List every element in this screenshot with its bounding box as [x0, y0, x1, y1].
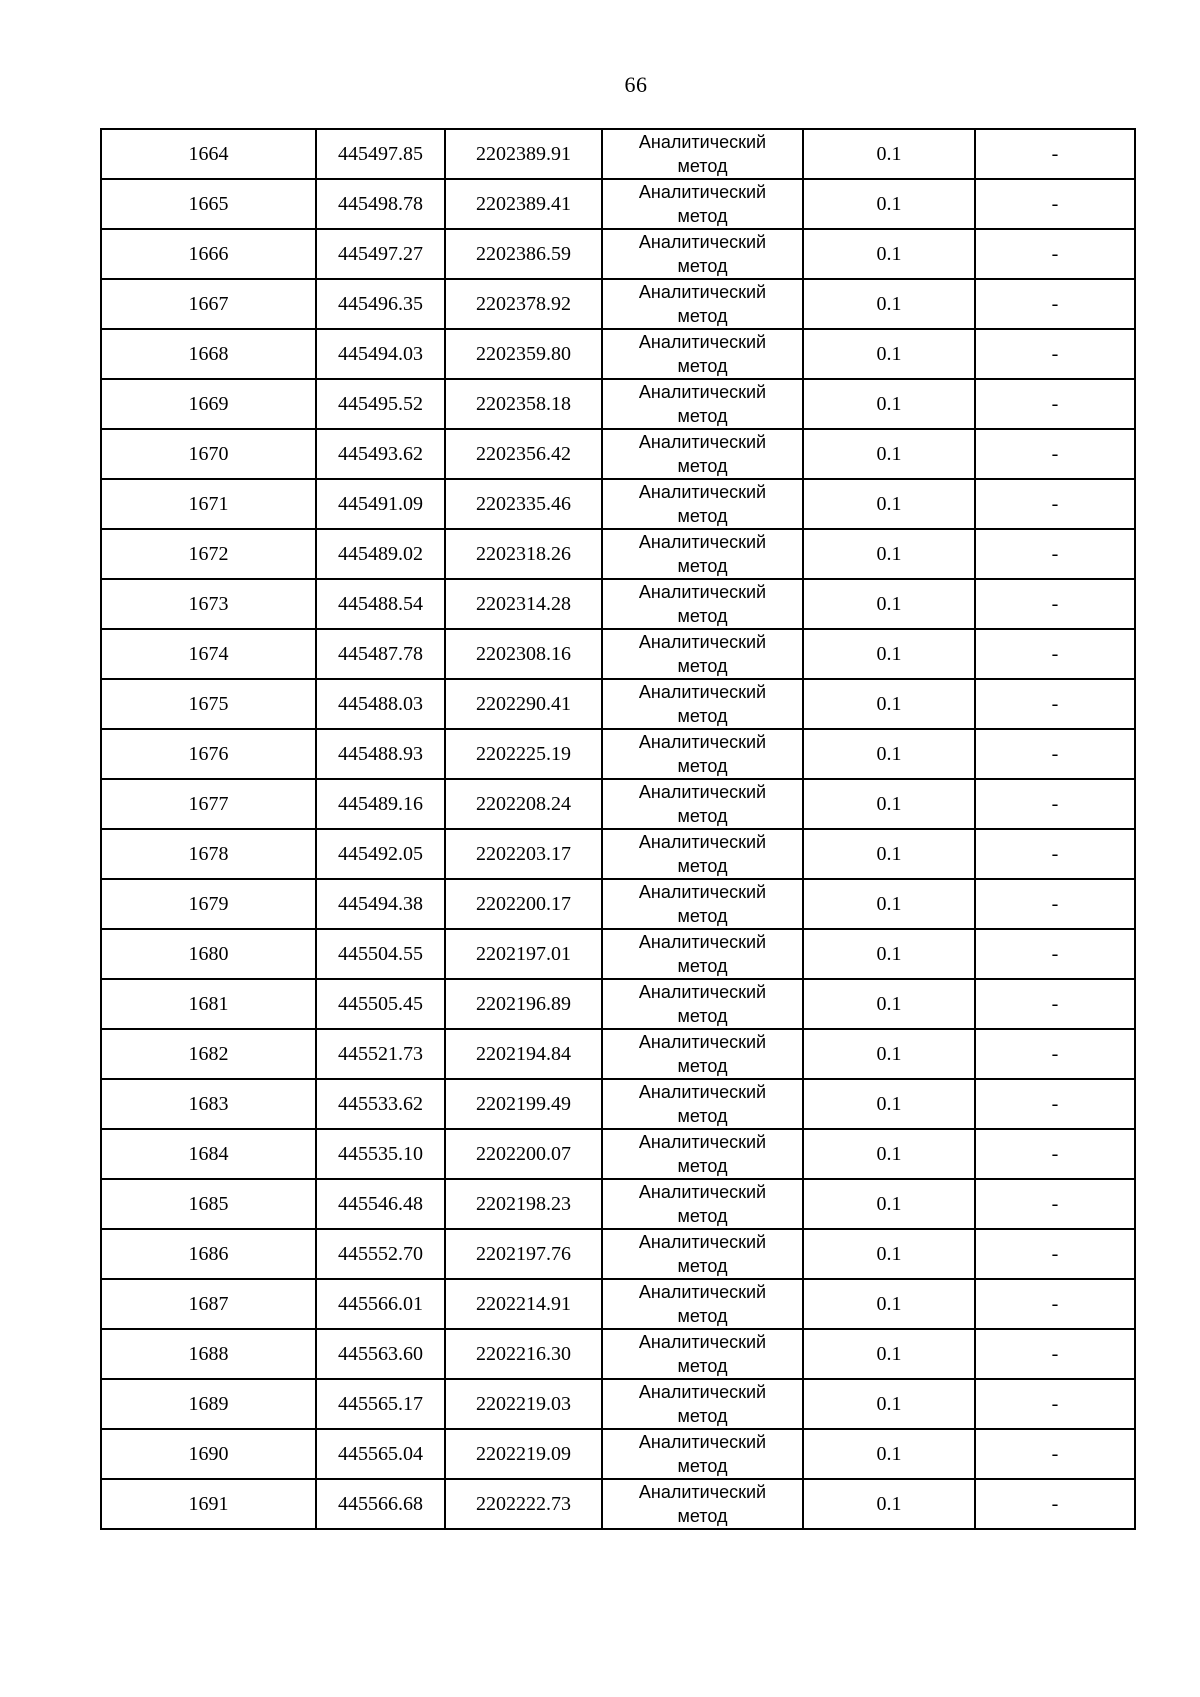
x-coordinate-cell: 445535.10	[316, 1129, 445, 1179]
y-coordinate-cell: 2202199.49	[445, 1079, 602, 1129]
table-row	[101, 1129, 1135, 1179]
table-row	[101, 1429, 1135, 1479]
y-coordinate-cell: 2202219.09	[445, 1429, 602, 1479]
method-line-1: Аналитический	[638, 682, 767, 702]
table-row	[101, 729, 1135, 779]
point-number-cell: 1666	[101, 229, 316, 279]
x-coordinate-cell: 445494.03	[316, 329, 445, 379]
method-line-1: Аналитический	[638, 1182, 767, 1202]
y-coordinate-cell: 2202290.41	[445, 679, 602, 729]
y-coordinate-cell: 2202358.18	[445, 379, 602, 429]
table-row	[101, 879, 1135, 929]
method-line-2: метод	[677, 1156, 728, 1176]
method-line-2: метод	[677, 1406, 728, 1426]
method-line-1: Аналитический	[638, 982, 767, 1002]
x-coordinate-cell: 445552.70	[316, 1229, 445, 1279]
point-number-cell: 1670	[101, 429, 316, 479]
y-coordinate-cell: 2202203.17	[445, 829, 602, 879]
accuracy-cell: 0.1	[803, 479, 975, 529]
method-cell	[602, 379, 803, 429]
point-number-cell: 1672	[101, 529, 316, 579]
method-cell	[602, 179, 803, 229]
description-cell: -	[975, 679, 1135, 729]
method-line-1: Аналитический	[638, 282, 767, 302]
method-line-2: метод	[677, 356, 728, 376]
description-cell: -	[975, 329, 1135, 379]
method-line-2: метод	[677, 756, 728, 776]
description-cell: -	[975, 629, 1135, 679]
method-cell	[602, 279, 803, 329]
y-coordinate-cell: 2202308.16	[445, 629, 602, 679]
point-number-cell: 1668	[101, 329, 316, 379]
accuracy-cell: 0.1	[803, 1179, 975, 1229]
description-cell: -	[975, 1329, 1135, 1379]
table-row	[101, 579, 1135, 629]
method-line-2: метод	[677, 1456, 728, 1476]
table-row	[101, 1179, 1135, 1229]
method-line-2: метод	[677, 856, 728, 876]
method-line-2: метод	[677, 156, 728, 176]
x-coordinate-cell: 445495.52	[316, 379, 445, 429]
point-number-cell: 1687	[101, 1279, 316, 1329]
description-cell: -	[975, 529, 1135, 579]
method-line-2: метод	[677, 956, 728, 976]
method-line-2: метод	[677, 706, 728, 726]
description-cell: -	[975, 1429, 1135, 1479]
method-line-2: метод	[677, 606, 728, 626]
x-coordinate-cell: 445565.17	[316, 1379, 445, 1429]
y-coordinate-cell: 2202314.28	[445, 579, 602, 629]
table-row	[101, 1379, 1135, 1429]
description-cell: -	[975, 829, 1135, 879]
table-row	[101, 529, 1135, 579]
x-coordinate-cell: 445488.54	[316, 579, 445, 629]
table-row	[101, 1329, 1135, 1379]
method-cell	[602, 779, 803, 829]
method-line-1: Аналитический	[638, 132, 767, 152]
x-coordinate-cell: 445546.48	[316, 1179, 445, 1229]
method-line-1: Аналитический	[638, 482, 767, 502]
point-number-cell: 1683	[101, 1079, 316, 1129]
method-cell	[602, 1229, 803, 1279]
description-cell: -	[975, 1129, 1135, 1179]
method-line-2: метод	[677, 1106, 728, 1126]
method-line-2: метод	[677, 806, 728, 826]
method-cell	[602, 1179, 803, 1229]
accuracy-cell: 0.1	[803, 129, 975, 179]
y-coordinate-cell: 2202378.92	[445, 279, 602, 329]
description-cell: -	[975, 1279, 1135, 1329]
table-row	[101, 329, 1135, 379]
accuracy-cell: 0.1	[803, 1279, 975, 1329]
x-coordinate-cell: 445565.04	[316, 1429, 445, 1479]
accuracy-cell: 0.1	[803, 1229, 975, 1279]
point-number-cell: 1677	[101, 779, 316, 829]
point-number-cell: 1680	[101, 929, 316, 979]
table-row	[101, 379, 1135, 429]
method-line-2: метод	[677, 406, 728, 426]
method-line-1: Аналитический	[638, 782, 767, 802]
y-coordinate-cell: 2202194.84	[445, 1029, 602, 1079]
y-coordinate-cell: 2202222.73	[445, 1479, 602, 1529]
method-line-1: Аналитический	[638, 582, 767, 602]
y-coordinate-cell: 2202389.91	[445, 129, 602, 179]
x-coordinate-cell: 445498.78	[316, 179, 445, 229]
accuracy-cell: 0.1	[803, 679, 975, 729]
y-coordinate-cell: 2202214.91	[445, 1279, 602, 1329]
method-line-2: метод	[677, 306, 728, 326]
accuracy-cell: 0.1	[803, 429, 975, 479]
y-coordinate-cell: 2202389.41	[445, 179, 602, 229]
method-cell	[602, 129, 803, 179]
method-cell	[602, 729, 803, 779]
method-cell	[602, 1279, 803, 1329]
x-coordinate-cell: 445563.60	[316, 1329, 445, 1379]
method-cell	[602, 229, 803, 279]
point-number-cell: 1681	[101, 979, 316, 1029]
table-row	[101, 429, 1135, 479]
method-line-2: метод	[677, 556, 728, 576]
point-number-cell: 1688	[101, 1329, 316, 1379]
method-line-2: метод	[677, 1306, 728, 1326]
x-coordinate-cell: 445491.09	[316, 479, 445, 529]
table-row	[101, 1279, 1135, 1329]
method-line-1: Аналитический	[638, 182, 767, 202]
method-line-1: Аналитический	[638, 882, 767, 902]
point-number-cell: 1682	[101, 1029, 316, 1079]
method-cell	[602, 1029, 803, 1079]
method-line-2: метод	[677, 506, 728, 526]
method-cell	[602, 629, 803, 679]
method-cell	[602, 429, 803, 479]
description-cell: -	[975, 429, 1135, 479]
table-row	[101, 979, 1135, 1029]
method-line-1: Аналитический	[638, 1482, 767, 1502]
x-coordinate-cell: 445496.35	[316, 279, 445, 329]
table-row	[101, 779, 1135, 829]
method-cell	[602, 529, 803, 579]
accuracy-cell: 0.1	[803, 629, 975, 679]
description-cell: -	[975, 1079, 1135, 1129]
accuracy-cell: 0.1	[803, 1429, 975, 1479]
x-coordinate-cell: 445489.16	[316, 779, 445, 829]
y-coordinate-cell: 2202197.01	[445, 929, 602, 979]
method-cell	[602, 1429, 803, 1479]
page-number: 66	[624, 72, 648, 97]
method-line-2: метод	[677, 456, 728, 476]
accuracy-cell: 0.1	[803, 329, 975, 379]
method-cell	[602, 879, 803, 929]
x-coordinate-cell: 445497.27	[316, 229, 445, 279]
point-number-cell: 1689	[101, 1379, 316, 1429]
point-number-cell: 1669	[101, 379, 316, 429]
point-number-cell: 1679	[101, 879, 316, 929]
point-number-cell: 1675	[101, 679, 316, 729]
method-cell	[602, 1379, 803, 1429]
x-coordinate-cell: 445533.62	[316, 1079, 445, 1129]
method-line-1: Аналитический	[638, 1382, 767, 1402]
description-cell: -	[975, 729, 1135, 779]
method-line-1: Аналитический	[638, 1082, 767, 1102]
method-line-1: Аналитический	[638, 1232, 767, 1252]
description-cell: -	[975, 579, 1135, 629]
point-number-cell: 1664	[101, 129, 316, 179]
y-coordinate-cell: 2202208.24	[445, 779, 602, 829]
description-cell: -	[975, 979, 1135, 1029]
x-coordinate-cell: 445489.02	[316, 529, 445, 579]
x-coordinate-cell: 445492.05	[316, 829, 445, 879]
point-number-cell: 1665	[101, 179, 316, 229]
method-line-2: метод	[677, 1506, 728, 1526]
accuracy-cell: 0.1	[803, 1479, 975, 1529]
method-line-1: Аналитический	[638, 632, 767, 652]
method-line-2: метод	[677, 1206, 728, 1226]
method-line-2: метод	[677, 1256, 728, 1276]
accuracy-cell: 0.1	[803, 529, 975, 579]
description-cell: -	[975, 929, 1135, 979]
accuracy-cell: 0.1	[803, 1379, 975, 1429]
x-coordinate-cell: 445494.38	[316, 879, 445, 929]
point-number-cell: 1685	[101, 1179, 316, 1229]
method-line-1: Аналитический	[638, 1432, 767, 1452]
method-line-1: Аналитический	[638, 232, 767, 252]
point-number-cell: 1667	[101, 279, 316, 329]
method-line-1: Аналитический	[638, 532, 767, 552]
point-number-cell: 1676	[101, 729, 316, 779]
y-coordinate-cell: 2202200.07	[445, 1129, 602, 1179]
description-cell: -	[975, 379, 1135, 429]
point-number-cell: 1686	[101, 1229, 316, 1279]
point-number-cell: 1684	[101, 1129, 316, 1179]
x-coordinate-cell: 445493.62	[316, 429, 445, 479]
description-cell: -	[975, 1229, 1135, 1279]
method-line-1: Аналитический	[638, 332, 767, 352]
description-cell: -	[975, 129, 1135, 179]
y-coordinate-cell: 2202200.17	[445, 879, 602, 929]
table-row	[101, 929, 1135, 979]
method-line-1: Аналитический	[638, 1032, 767, 1052]
method-cell	[602, 329, 803, 379]
method-cell	[602, 829, 803, 879]
method-cell	[602, 929, 803, 979]
accuracy-cell: 0.1	[803, 579, 975, 629]
description-cell: -	[975, 279, 1135, 329]
method-cell	[602, 679, 803, 729]
table-row	[101, 179, 1135, 229]
description-cell: -	[975, 879, 1135, 929]
point-number-cell: 1690	[101, 1429, 316, 1479]
point-number-cell: 1678	[101, 829, 316, 879]
method-line-2: метод	[677, 256, 728, 276]
accuracy-cell: 0.1	[803, 1079, 975, 1129]
table-row	[101, 229, 1135, 279]
description-cell: -	[975, 179, 1135, 229]
accuracy-cell: 0.1	[803, 279, 975, 329]
accuracy-cell: 0.1	[803, 879, 975, 929]
coordinates-table	[100, 128, 1136, 1530]
method-cell	[602, 479, 803, 529]
method-cell	[602, 1329, 803, 1379]
method-line-2: метод	[677, 906, 728, 926]
description-cell: -	[975, 1379, 1135, 1429]
method-line-1: Аналитический	[638, 932, 767, 952]
y-coordinate-cell: 2202216.30	[445, 1329, 602, 1379]
description-cell: -	[975, 479, 1135, 529]
accuracy-cell: 0.1	[803, 1029, 975, 1079]
table-row	[101, 829, 1135, 879]
table-row	[101, 1229, 1135, 1279]
table-row	[101, 679, 1135, 729]
point-number-cell: 1671	[101, 479, 316, 529]
point-number-cell: 1673	[101, 579, 316, 629]
y-coordinate-cell: 2202198.23	[445, 1179, 602, 1229]
table-row	[101, 1479, 1135, 1529]
x-coordinate-cell: 445504.55	[316, 929, 445, 979]
point-number-cell: 1674	[101, 629, 316, 679]
method-line-2: метод	[677, 206, 728, 226]
y-coordinate-cell: 2202225.19	[445, 729, 602, 779]
method-line-1: Аналитический	[638, 1282, 767, 1302]
method-line-1: Аналитический	[638, 1332, 767, 1352]
method-line-2: метод	[677, 1056, 728, 1076]
table-row	[101, 629, 1135, 679]
table-row	[101, 1079, 1135, 1129]
x-coordinate-cell: 445497.85	[316, 129, 445, 179]
x-coordinate-cell: 445566.68	[316, 1479, 445, 1529]
method-line-2: метод	[677, 656, 728, 676]
x-coordinate-cell: 445566.01	[316, 1279, 445, 1329]
y-coordinate-cell: 2202318.26	[445, 529, 602, 579]
x-coordinate-cell: 445521.73	[316, 1029, 445, 1079]
x-coordinate-cell: 445505.45	[316, 979, 445, 1029]
y-coordinate-cell: 2202386.59	[445, 229, 602, 279]
method-cell	[602, 1129, 803, 1179]
description-cell: -	[975, 1479, 1135, 1529]
description-cell: -	[975, 229, 1135, 279]
accuracy-cell: 0.1	[803, 729, 975, 779]
method-cell	[602, 1479, 803, 1529]
x-coordinate-cell: 445488.03	[316, 679, 445, 729]
y-coordinate-cell: 2202359.80	[445, 329, 602, 379]
accuracy-cell: 0.1	[803, 1129, 975, 1179]
accuracy-cell: 0.1	[803, 1329, 975, 1379]
y-coordinate-cell: 2202197.76	[445, 1229, 602, 1279]
table-row	[101, 129, 1135, 179]
accuracy-cell: 0.1	[803, 779, 975, 829]
accuracy-cell: 0.1	[803, 379, 975, 429]
y-coordinate-cell: 2202196.89	[445, 979, 602, 1029]
table-row	[101, 1029, 1135, 1079]
y-coordinate-cell: 2202219.03	[445, 1379, 602, 1429]
table-row	[101, 279, 1135, 329]
method-line-1: Аналитический	[638, 432, 767, 452]
accuracy-cell: 0.1	[803, 229, 975, 279]
method-cell	[602, 579, 803, 629]
x-coordinate-cell: 445488.93	[316, 729, 445, 779]
x-coordinate-cell: 445487.78	[316, 629, 445, 679]
accuracy-cell: 0.1	[803, 929, 975, 979]
method-cell	[602, 1079, 803, 1129]
table-body	[101, 129, 1135, 1529]
y-coordinate-cell: 2202335.46	[445, 479, 602, 529]
method-line-1: Аналитический	[638, 382, 767, 402]
method-line-1: Аналитический	[638, 832, 767, 852]
method-line-2: метод	[677, 1006, 728, 1026]
accuracy-cell: 0.1	[803, 829, 975, 879]
description-cell: -	[975, 1029, 1135, 1079]
method-line-1: Аналитический	[638, 732, 767, 752]
method-cell	[602, 979, 803, 1029]
point-number-cell: 1691	[101, 1479, 316, 1529]
description-cell: -	[975, 779, 1135, 829]
accuracy-cell: 0.1	[803, 179, 975, 229]
method-line-2: метод	[677, 1356, 728, 1376]
description-cell: -	[975, 1179, 1135, 1229]
y-coordinate-cell: 2202356.42	[445, 429, 602, 479]
method-line-1: Аналитический	[638, 1132, 767, 1152]
accuracy-cell: 0.1	[803, 979, 975, 1029]
table-row	[101, 479, 1135, 529]
